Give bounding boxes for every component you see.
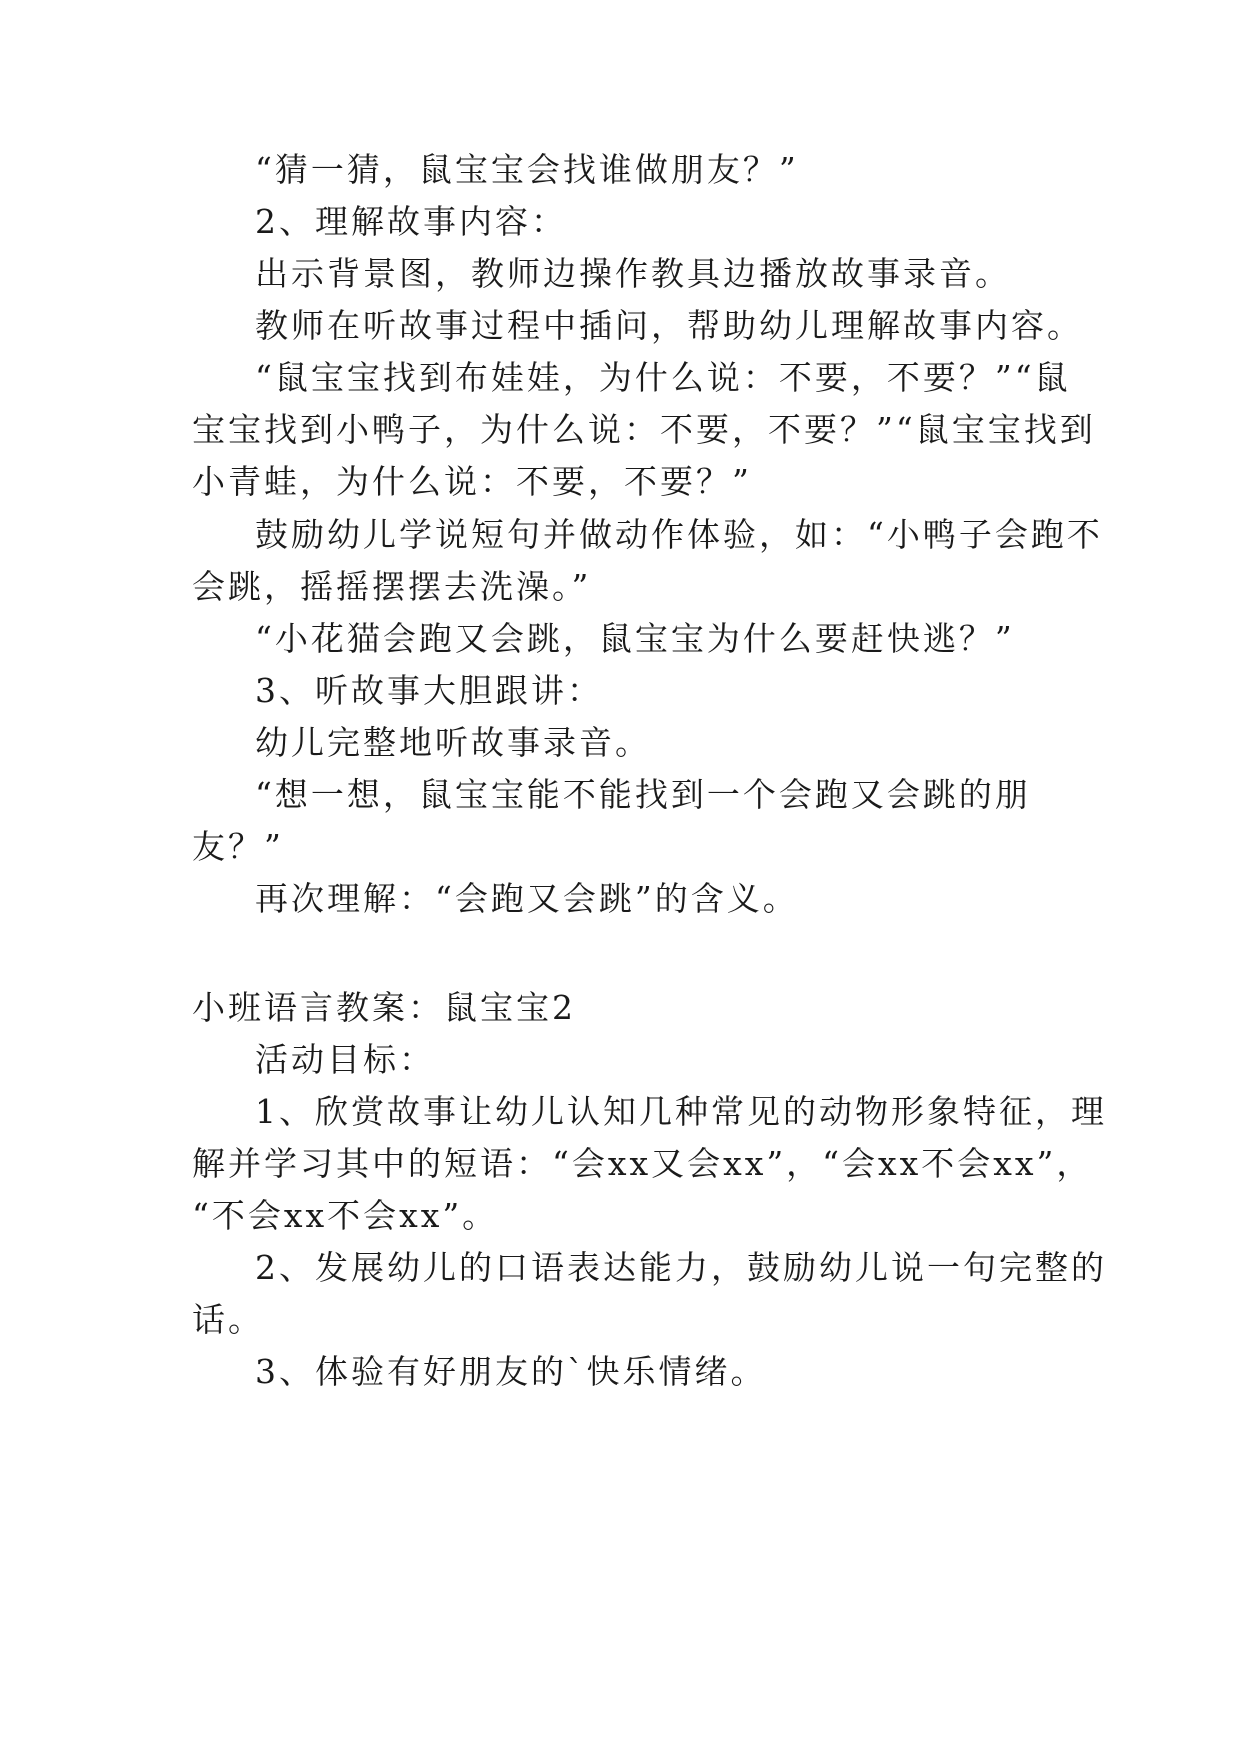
paragraph-line: “猜一猜，鼠宝宝会找谁做朋友？” bbox=[255, 150, 799, 189]
paragraph-line: “小花猫会跑又会跳，鼠宝宝为什么要赶快逃？” bbox=[255, 619, 1015, 658]
paragraph-line: 2、发展幼儿的口语表达能力，鼓励幼儿说一句完整的 bbox=[255, 1248, 1107, 1287]
paragraph-line: 出示背景图，教师边操作教具边播放故事录音。 bbox=[255, 254, 1011, 293]
paragraph-line: 话。 bbox=[192, 1300, 264, 1339]
paragraph-line: 会跳，摇摇摆摆去洗澡。” bbox=[192, 567, 592, 606]
paragraph-line: 友？” bbox=[192, 827, 284, 866]
paragraph-line: 宝宝找到小鸭子，为什么说：不要，不要？”“鼠宝宝找到 bbox=[192, 410, 1096, 449]
paragraph-line: 3、体验有好朋友的`快乐情绪。 bbox=[255, 1352, 767, 1391]
paragraph-line: 3、听故事大胆跟讲： bbox=[255, 671, 603, 710]
paragraph-line: “不会xx不会xx”。 bbox=[192, 1196, 499, 1235]
paragraph-line: 鼓励幼儿学说短句并做动作体验，如：“小鸭子会跑不 bbox=[255, 515, 1103, 554]
paragraph-line: 解并学习其中的短语：“会xx又会xx”，“会xx不会xx”， bbox=[192, 1144, 1093, 1183]
paragraph-line: 活动目标： bbox=[255, 1040, 435, 1079]
paragraph-line: 1、欣赏故事让幼儿认知几种常见的动物形象特征，理 bbox=[255, 1092, 1107, 1131]
paragraph-line: 幼儿完整地听故事录音。 bbox=[255, 723, 651, 762]
paragraph-line: 小青蛙，为什么说：不要，不要？” bbox=[192, 462, 752, 501]
paragraph-line: “想一想，鼠宝宝能不能找到一个会跑又会跳的朋 bbox=[255, 775, 1031, 814]
paragraph-line: “鼠宝宝找到布娃娃，为什么说：不要，不要？”“鼠 bbox=[255, 358, 1071, 397]
section-title: 小班语言教案：鼠宝宝2 bbox=[192, 988, 576, 1027]
paragraph-line: 教师在听故事过程中插问，帮助幼儿理解故事内容。 bbox=[255, 306, 1083, 345]
paragraph-line: 2、理解故事内容： bbox=[255, 202, 567, 241]
paragraph-line: 再次理解：“会跑又会跳”的含义。 bbox=[255, 879, 799, 918]
